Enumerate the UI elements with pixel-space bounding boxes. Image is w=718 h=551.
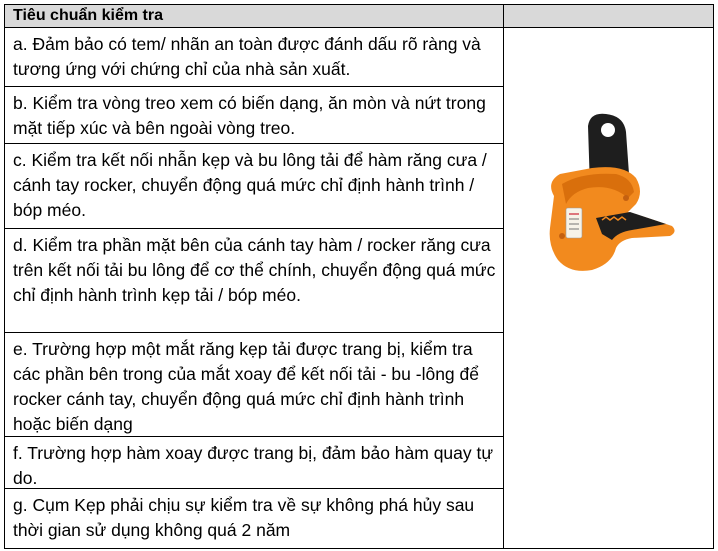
table-row-e: e. Trường hợp một mắt răng kẹp tải được trang bị, kiểm tra các phần bên trong của mắt xoay để kết nối tải - bu -lông để rocker cánh tay, chuyển động quá mức chỉ định hành trình hoặc biến dạng [4,332,504,437]
table-row-b: b. Kiểm tra vòng treo xem có biến dạng, ăn mòn và nứt trong mặt tiếp xúc và bên ngoài vòng treo. [4,86,504,144]
table-row-f: f. Trường hợp hàm xoay được trang bị, đảm bảo hàm quay tự do. [4,436,504,489]
plate-clamp-image [532,108,682,278]
table-row-g: g. Cụm Kẹp phải chịu sự kiểm tra về sự không phá hủy sau thời gian sử dụng không quá 2 năm [4,488,504,549]
product-image-cell [503,27,714,549]
table-header-blank [503,4,714,28]
table-row-d: d. Kiểm tra phần mặt bên của cánh tay hàm / rocker răng cưa trên kết nối tải bu lông để cơ thể chính, chuyển động quá mức chỉ định hành trình kẹp tải / bóp méo. [4,228,504,333]
table-row-a: a. Đảm bảo có tem/ nhãn an toàn được đánh dấu rõ ràng và tương ứng với chứng chỉ của nhà sản xuất. [4,27,504,87]
clamp-label-plate [566,208,582,238]
table-header-title: Tiêu chuẩn kiểm tra [4,4,504,28]
table-row-c: c. Kiểm tra kết nối nhẫn kẹp và bu lông tải để hàm răng cưa / cánh tay rocker, chuyển động quá mức chỉ định hành trình / bóp méo. [4,143,504,229]
